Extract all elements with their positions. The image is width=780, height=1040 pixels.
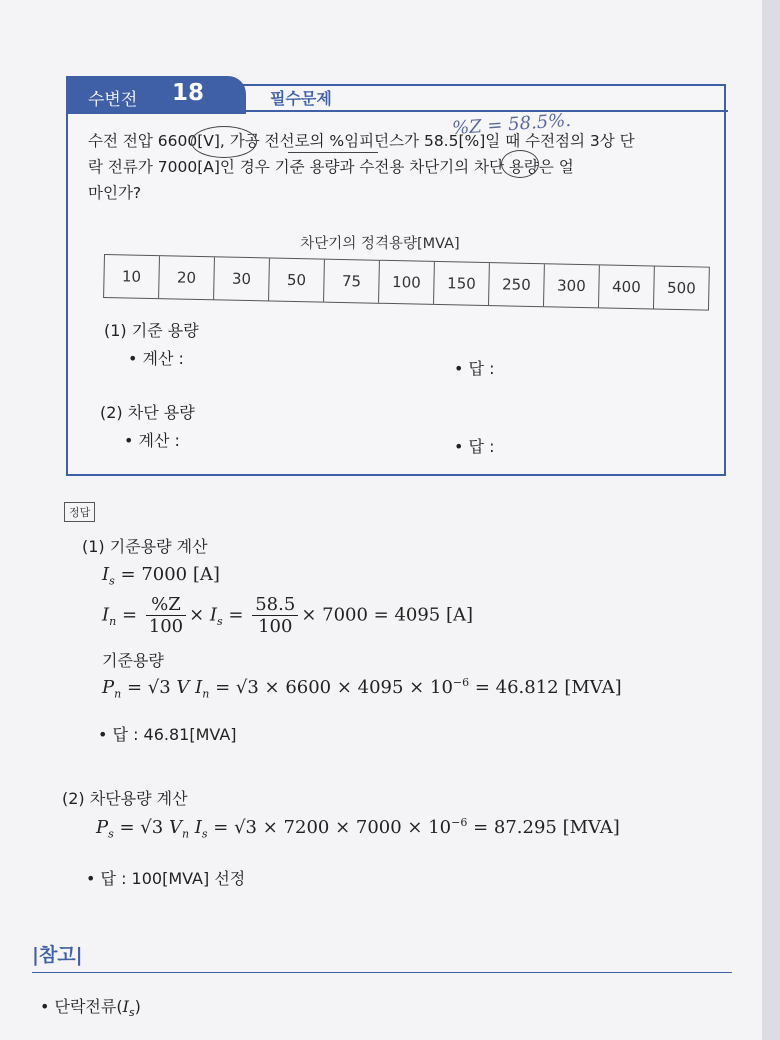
pen-circle-percent [501, 150, 539, 178]
rating-cell: 150 [434, 262, 490, 305]
answer-tag: 정답 [64, 502, 95, 522]
part1-title: (1) 기준 용량 [104, 321, 199, 340]
next-page-edge [762, 0, 780, 1040]
problem-line-1: 수전 전압 6600[V], 가공 전선로의 %임피던스가 58.5[%]일 때 수전점의 3상 단 [88, 132, 635, 150]
part2-answer-label: • 답 : [454, 437, 495, 456]
equation-is-value: = 7000 [A] [120, 564, 220, 585]
equation-ps: $P_s = √3$ $V_n$ $I_s = √3 \times 7200 \times 7000 \times 10^{-6} = 87.295$ [MVA] [96, 816, 620, 841]
equation-in-result: × 7000 = 4095 [A] [301, 604, 474, 626]
equation-ps-result: = 87.295 [MVA] [467, 817, 620, 838]
solution-2-answer: • 답 : 100[MVA] 선정 [86, 869, 246, 888]
part1-calc-label: • 계산 : [128, 349, 184, 368]
exponent: −6 [451, 816, 468, 829]
equation-pn-result: = 46.812 [MVA] [469, 677, 622, 698]
problem-header-tab [66, 76, 246, 114]
problem-tag: 필수문제 [270, 89, 332, 108]
rating-cell: 100 [379, 261, 435, 304]
rating-cell: 50 [269, 258, 325, 301]
reference-title: |참고| [32, 944, 83, 966]
rating-cell: 250 [489, 263, 545, 306]
rating-cell: 20 [159, 256, 215, 299]
equation-is: $I_s = 7000$ [A] [102, 564, 220, 588]
section-label: 수변전 [88, 90, 138, 110]
problem-line-3: 마인가? [88, 184, 142, 202]
problem-number: 18 [172, 80, 205, 106]
equation-in: $I_n$ = $\frac{\%Z}{100}$ × $I_s$ = $\frac{58.5}{100}$ × 7000 = 4095 [A] [102, 594, 474, 637]
rating-cell: 75 [324, 260, 380, 303]
rating-cell: 400 [599, 265, 655, 308]
table-caption: 차단기의 정격용량[MVA] [300, 236, 460, 252]
problem-text [88, 128, 710, 206]
equation-pn-expr: × 6600 × 4095 × 10 [264, 677, 453, 698]
part2-title: (2) 차단 용량 [100, 403, 195, 422]
part1-answer-label: • 답 : [454, 359, 495, 378]
problem-tag-bar [244, 80, 728, 112]
solution-2-title: (2) 차단용량 계산 [62, 789, 188, 808]
rating-cell: 30 [214, 257, 270, 300]
rating-cell: 300 [544, 264, 600, 307]
handwritten-note: %Z = 58.5%. [451, 109, 572, 140]
solution-1-title: (1) 기준용량 계산 [82, 537, 208, 556]
pen-underline [288, 152, 378, 153]
rating-cell: 10 [104, 255, 160, 298]
equation-ps-expr: × 7200 × 7000 × 10 [262, 817, 452, 838]
reference-item-short-circuit: • 단락전류$(I_s)$ [40, 997, 141, 1020]
exponent: −6 [452, 676, 470, 689]
equation-pn: $P_n = √3$ V $I_n = √3 \times 6600 \times 4095 \times 10^{-6} = 46.812$ [MVA] [102, 676, 622, 701]
fraction-percent-z: $\frac{\%Z}{100}$ [146, 594, 186, 637]
fraction-58-5: $\frac{58.5}{100}$ [252, 594, 298, 637]
part2-calc-label: • 계산 : [124, 431, 180, 450]
pen-circle-voltage [191, 126, 257, 158]
base-capacity-label: 기준용량 [102, 651, 164, 670]
reference-divider [32, 972, 732, 973]
rating-cell: 500 [666, 278, 696, 298]
problem-line-2: 락 전류가 7000[A]인 경우 기준 용량과 수전용 차단기의 차단 용량은 얼 [88, 158, 574, 176]
solution-1-answer: • 답 : 46.81[MVA] [98, 725, 237, 744]
